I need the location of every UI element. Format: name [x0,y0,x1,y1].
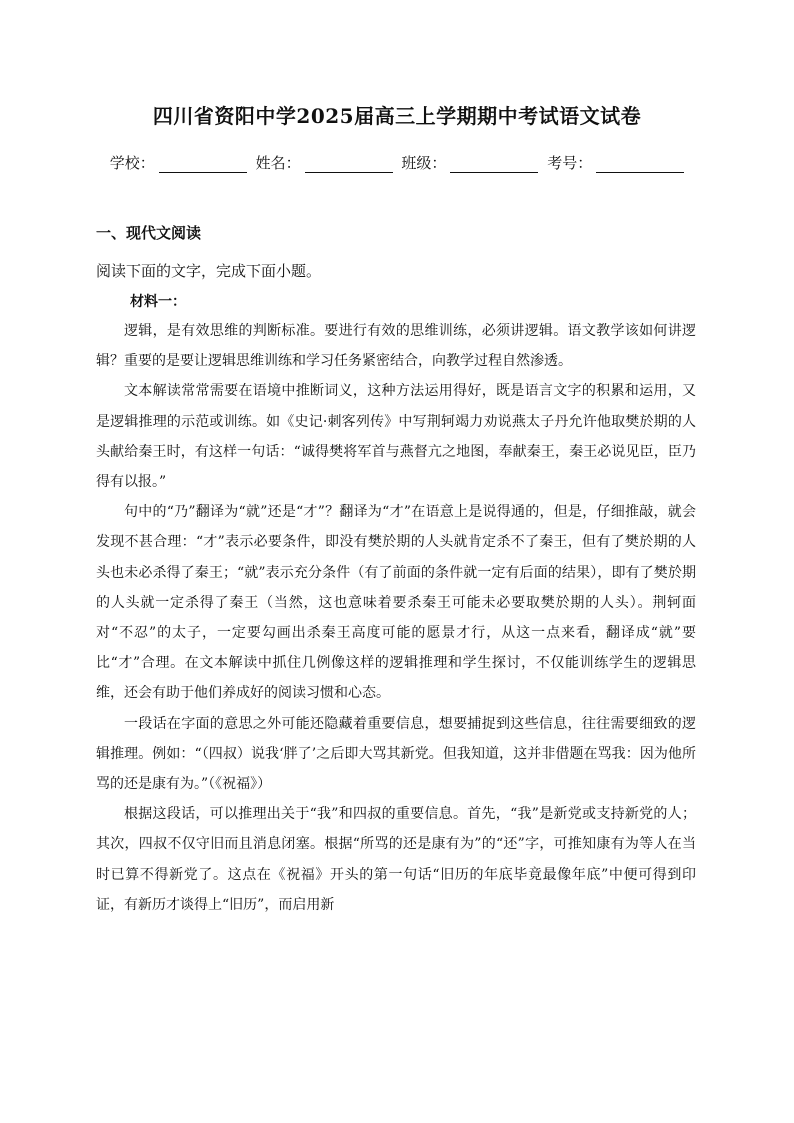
class-field [401,152,538,173]
paragraph: 一段话在字面的意思之外可能还隐藏着重要信息，想要捕捉到这些信息，往往需要细致的逻辑推理。例如：“（四叔）说我‘胖了’之后即大骂其新党。但我知道，这并非借题在骂我：因为他所骂的还是康有为。”（《祝福》） [96,715,696,793]
name-label: 姓名： [255,154,301,172]
exam-number-blank [596,158,684,173]
school-field [110,152,247,173]
school-label: 学校： [109,154,155,172]
exam-number-label: 考号： [547,154,593,172]
class-blank [450,158,538,173]
passage-body [96,316,696,920]
paragraph: 句中的“乃”翻译为“就”还是“才”？翻译为“才”在语意上是说得通的，但是，仔细推敲，就会发现不甚合理：“才”表示必要条件，即没有樊於期的人头就肯定杀不了秦王，但有了樊於期的人头也未必杀得了秦王；“就”表示充分条件（有了前面的条件就一定有后面的结果），即有了樊於期的人头就一定杀得了秦王（当然，这也意味着要杀秦王可能未必要取樊於期的人头）。荆轲面对“不忍”的太子，一定要勾画出杀秦王高度可能的愿景才行，从这一点来看，翻译成“就”要比“才”合理。在文本解读中抓住几例像这样的逻辑推理和学生探讨，不仅能训练学生的逻辑思维，还会有助于他们养成好的阅读习惯和心态。 [96,504,696,702]
section-heading: 一、现代文阅读 [96,224,202,242]
exam-number-field [547,152,684,173]
paragraph: 逻辑，是有效思维的判断标准。要进行有效的思维训练，必须讲逻辑。语文教学该如何讲逻辑？重要的是要让逻辑思维训练和学习任务紧密结合，向教学过程自然渗透。 [96,323,696,370]
class-label: 班级： [401,154,447,172]
name-field [256,152,393,173]
reading-instruction: 阅读下面的文字，完成下面小题。 [96,262,322,280]
paragraph: 文本解读常常需要在语境中推断词义，这种方法运用得好，既是语言文字的积累和运用，又是逻辑推理的示范或训练。如《史记·刺客列传》中写荆轲竭力劝说燕太子丹允许他取樊於期的人头献给秦王时，有这样一句话：“诚得樊将军首与燕督亢之地图，奉献秦王，秦王必说见臣，臣乃得有以报。” [96,383,696,491]
school-blank [159,158,247,173]
material-label: 材料一： [130,294,186,310]
name-blank [305,158,393,173]
student-info-row [0,152,794,173]
exam-title: 四川省资阳中学2025届高三上学期期中考试语文试卷 [152,104,642,128]
paragraph: 根据这段话，可以推理出关于“我”和四叔的重要信息。首先，“我”是新党或支持新党的人；其次，四叔不仅守旧而且消息闭塞。根据“所骂的还是康有为”的“还”字，可推知康有为等人在当时已算不得新党了。这点在《祝福》开头的第一句话“旧历的年底毕竟最像年底”中便可得到印证，有新历才谈得上“旧历”，而启用新 [96,806,696,913]
